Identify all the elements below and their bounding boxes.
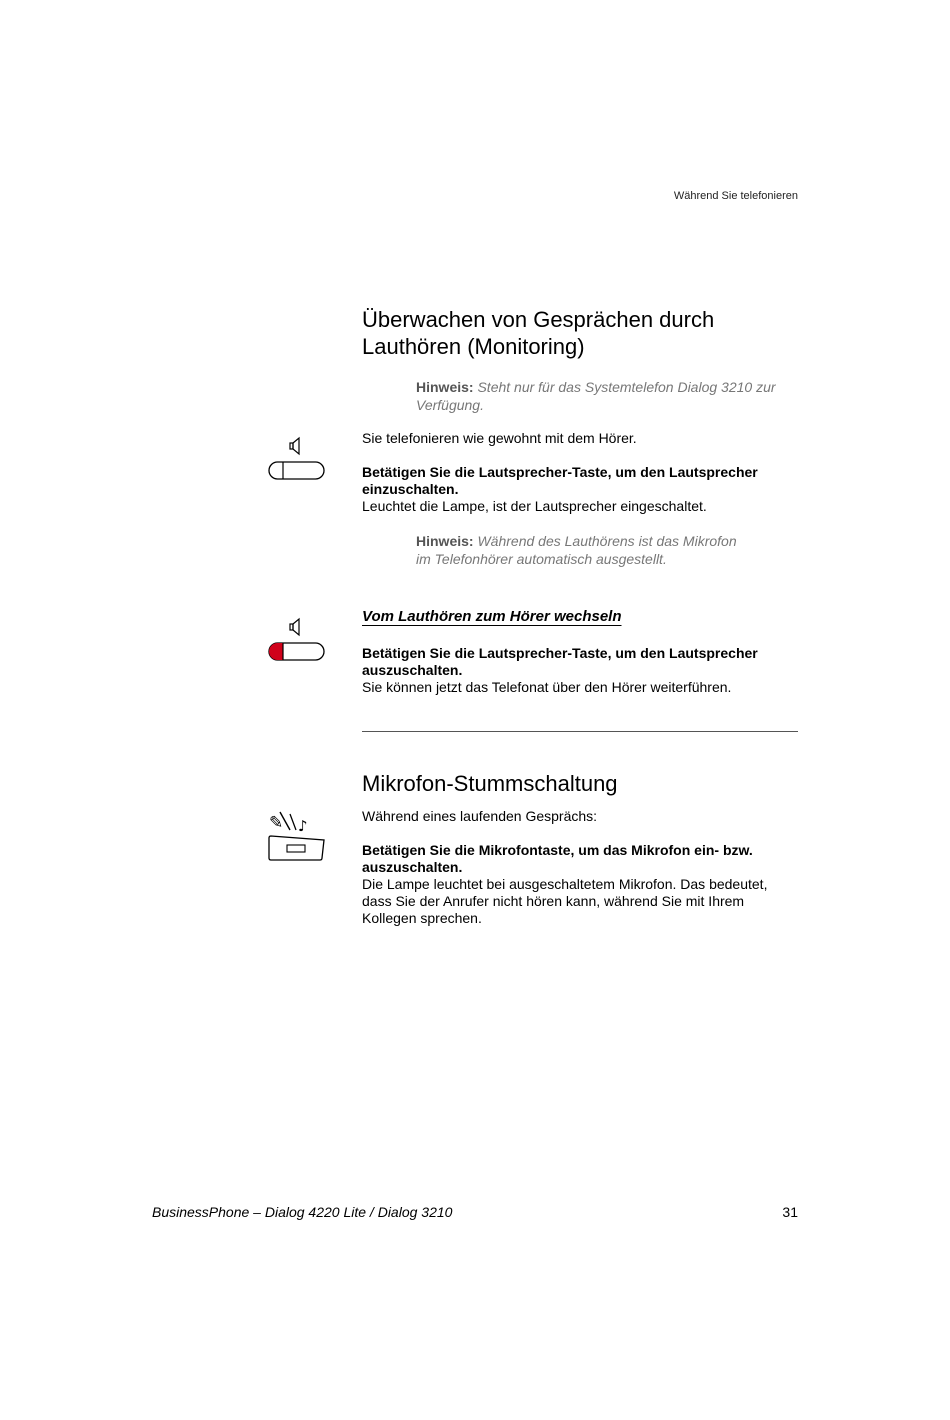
instruction: Betätigen Sie die Lautsprecher-Taste, um den Lautsprecher xyxy=(362,464,758,480)
instruction: auszuschalten. xyxy=(362,662,463,678)
mute-key-icon xyxy=(266,808,328,864)
note-label: Hinweis: xyxy=(416,533,474,549)
note-microphone xyxy=(416,532,806,568)
speaker-symbol-icon xyxy=(290,438,299,454)
step-speaker-on xyxy=(362,464,802,515)
result-text: Sie können jetzt das Telefonat über den Hörer weiterführen. xyxy=(362,679,732,695)
section-divider xyxy=(362,731,798,732)
speaker-key-lit-icon xyxy=(266,617,328,665)
step-mute xyxy=(362,842,802,927)
instruction: auszuschalten. xyxy=(362,859,463,875)
note-text: im Telefonhörer automatisch ausgestellt. xyxy=(416,551,667,567)
intro-text: Während eines laufenden Gesprächs: xyxy=(362,808,598,824)
speaker-key-icon xyxy=(266,436,328,484)
section-title-mute: Mikrofon-Stummschaltung xyxy=(362,771,618,796)
step-use-handset: Sie telefonieren wie gewohnt mit dem Hörer. xyxy=(362,430,637,446)
page-number: 31 xyxy=(782,1204,798,1220)
section-title-monitoring xyxy=(362,306,714,360)
running-header: Während Sie telefonieren xyxy=(673,190,798,202)
note-text: Während des Lauthörens ist das Mikrofon xyxy=(477,533,737,549)
svg-text:♪: ♪ xyxy=(298,817,308,835)
subsection-title: Vom Lauthören zum Hörer wechseln xyxy=(362,608,622,625)
result-text: Die Lampe leuchtet bei ausgeschaltetem Mikrofon. Das bedeutet, xyxy=(362,876,768,892)
note-text: Verfügung. xyxy=(416,397,484,413)
note-label: Hinweis: xyxy=(416,379,474,395)
mute-symbol-icon xyxy=(269,812,308,835)
note-text: Steht nur für das Systemtelefon Dialog 3210 zur xyxy=(477,379,776,395)
footer-title: BusinessPhone – Dialog 4220 Lite / Dialog 3210 xyxy=(152,1204,453,1220)
result-text: Kollegen sprechen. xyxy=(362,910,482,926)
note-availability xyxy=(416,378,806,414)
instruction: einzuschalten. xyxy=(362,481,459,497)
result-text: dass Sie der Anrufer nicht hören kann, während Sie mit Ihrem xyxy=(362,893,745,909)
svg-text:✎: ✎ xyxy=(269,813,284,833)
instruction: Betätigen Sie die Lautsprecher-Taste, um den Lautsprecher xyxy=(362,645,758,661)
title-line: Lauthören (Monitoring) xyxy=(362,334,585,359)
speaker-symbol-icon xyxy=(290,619,299,635)
step-speaker-off xyxy=(362,645,802,696)
result-text: Leuchtet die Lampe, ist der Lautsprecher eingeschaltet. xyxy=(362,498,707,514)
instruction: Betätigen Sie die Mikrofontaste, um das Mikrofon ein- bzw. xyxy=(362,842,753,858)
title-line: Überwachen von Gesprächen durch xyxy=(362,307,715,332)
